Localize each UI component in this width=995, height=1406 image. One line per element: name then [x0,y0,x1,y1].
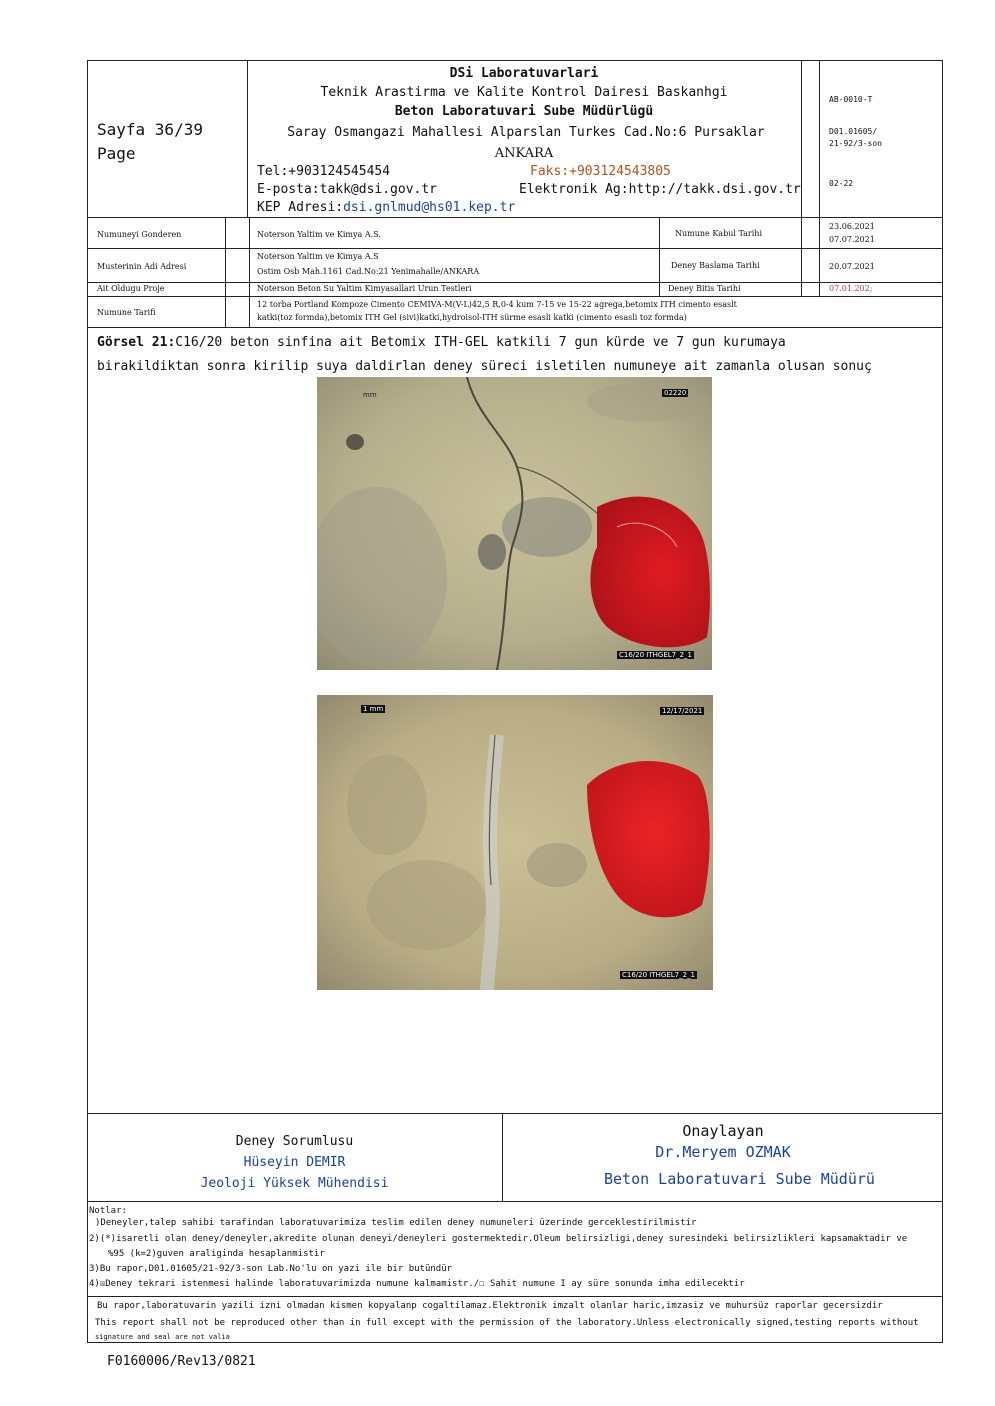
accept-date-2: 07.07.2021 [829,235,875,244]
sender-label: Numuneyi Gonderen [97,230,182,239]
kep-label: KEP Adresi: [257,200,344,215]
footer-line-2: This report shall not be reproduced other than in full except with the permission of the laboratory.Unless electronically signed,testing reports without [95,1318,919,1328]
telephone: Tel:+903124545454 [257,164,391,179]
doc-rev: 02-22 [829,179,854,188]
doc-ref-2: 21-92/3-son [829,139,882,148]
figure-caption-1 [97,335,786,350]
footer-line-3: signature and seal are not valia [95,1333,230,1341]
approver-role: Beton Laboratuvari Sube Müdürü [604,1170,875,1188]
photo-1-date: 02220 [664,389,687,397]
header-bottom-line [87,217,943,218]
microscope-photo-1 [317,377,712,670]
customer-name: Noterson Yaltim ve Kimya A.S [257,252,379,261]
end-label: Deney Bitis Tarihi [668,284,741,293]
project-label: Ait Oldugu Proje [97,284,165,293]
microscope-photo-2 [317,695,713,990]
footer-line-1: Bu rapor,laboratuvarin yazili izni olmadan kismen kopyalanp cogaltilamaz.Elektronik imzalt olanlar haric,imzasiz ve muhursüz raporlar gecersizdir [97,1301,883,1311]
figure-caption-2: birakildiktan sonra kirilip suya daldirlan deney süreci isletilen numuneye ait zamanla olusan sonuç [97,359,872,374]
doc-code: AB-0010-T [829,95,873,104]
header-divider-3 [819,60,820,217]
approver-name: Dr.Meryem OZMAK [655,1143,791,1161]
responsible-title: Deney Sorumlusu [235,1134,354,1149]
kep-address [257,200,515,215]
fax: Faks:+903124543805 [530,164,671,179]
notes-title: Notlar: [89,1206,127,1216]
accept-label: Numune Kabul Tarihi [675,229,763,238]
note-1: )Deneyler,talep sahibi tarafindan laboratuvarimiza teslim edilen deney numuneleri üzerinde gerceklestirilmistir [95,1218,697,1228]
figure-caption-text-1: C16/20 beton sinfina ait Betomix ITH-GEL katkili 7 gun kürde ve 7 gun kurumaya [175,335,786,350]
sample-label: Numune Tarifi [97,308,156,317]
note-2b: %95 (k=2)guven araliginda hesaplanmistir [108,1249,325,1259]
customer-address: Ostim Osb Mah.1161 Cad.No:21 Yenimahalle/ANKARA [257,267,480,276]
start-label: Deney Baslama Tarihi [671,261,760,270]
photo-2-date: 12/17/2021 [662,707,703,715]
sub-department: Beton Laboratuvari Sube Müdürlügü [394,104,654,119]
city: ANKARA [494,146,554,161]
lab-name: DSi Laboratuvarlari [449,66,599,81]
doc-ref-1: D01.01605/ [829,127,878,136]
responsible-role: Jeoloji Yüksek Mühendisi [200,1176,389,1191]
form-code: F0160006/Rev13/0821 [107,1354,256,1369]
note-2a: 2)(*)isaretli olan deney/deneyler,akredite olunan deneyi/deneyleri gostermektedir.Oleum belirsizligi,deney suresindeki belirsizlikleri kapsamaktadir ve [89,1234,908,1244]
website: Elektronik Ag:http://takk.dsi.gov.tr [519,182,801,197]
approver-title: Onaylayan [682,1122,764,1140]
kep-link[interactable]: dsi.gnlmud@hs01.kep.tr [343,200,516,215]
project-value: Noterson Beton Su Yaltim Kimyasallari Urun Testleri [257,284,472,293]
customer-label: Musterinin Adi Adresi [97,262,187,271]
sample-line-1: 12 torba Portland Kompoze Cimento CEMIVA-M(V-L)42,5 R,0-4 kum 7-15 ve 15-22 agrega,betomix ITH cimento esaslt [257,300,737,309]
photo-1-tag: C16/20 ITHGEL7_2_1 [619,651,692,659]
responsible-name: Hüseyin DEMIR [243,1155,346,1170]
note-4: 4)☒Deney tekrari istenmesi halinde laboratuvarimizda numune kalmamistr./☐ Sahit numune I ay süre sonunda imha edilecektir [89,1279,745,1289]
page-label: Sayfa 36/39 [97,120,203,139]
page-sub-label: Page [97,144,136,163]
start-date: 20.07.2021 [829,262,875,271]
end-date: 07.01.202; [829,284,873,293]
sample-line-2: katki(toz formda),betomix ITH Gel (sivi)katki,hydroisol-ITH sürme esasli katki (cimento esasli toz formda) [257,313,687,322]
photo-2-scale: 1 mm [363,705,384,713]
photo-1-scale: mm [363,391,377,399]
figure-label: Görsel 21: [97,335,176,350]
email: E-posta:takk@dsi.gov.tr [257,182,438,197]
sender-value: Noterson Yaltim ve Kimya A.S. [257,230,381,239]
note-3: 3)Bu rapor,D01.01605/21-92/3-son Lab.No'lu on yazi ile bir butündür [89,1264,453,1274]
department: Teknik Arastirma ve Kalite Kontrol Dairesi Baskanhgi [320,85,728,100]
photo-2-tag: C16/20 ITHGEL7_2_1 [622,971,695,979]
accept-date-1: 23.06.2021 [829,222,875,231]
address: Saray Osmangazi Mahallesi Alparslan Turkes Cad.No:6 Pursaklar [287,125,765,140]
